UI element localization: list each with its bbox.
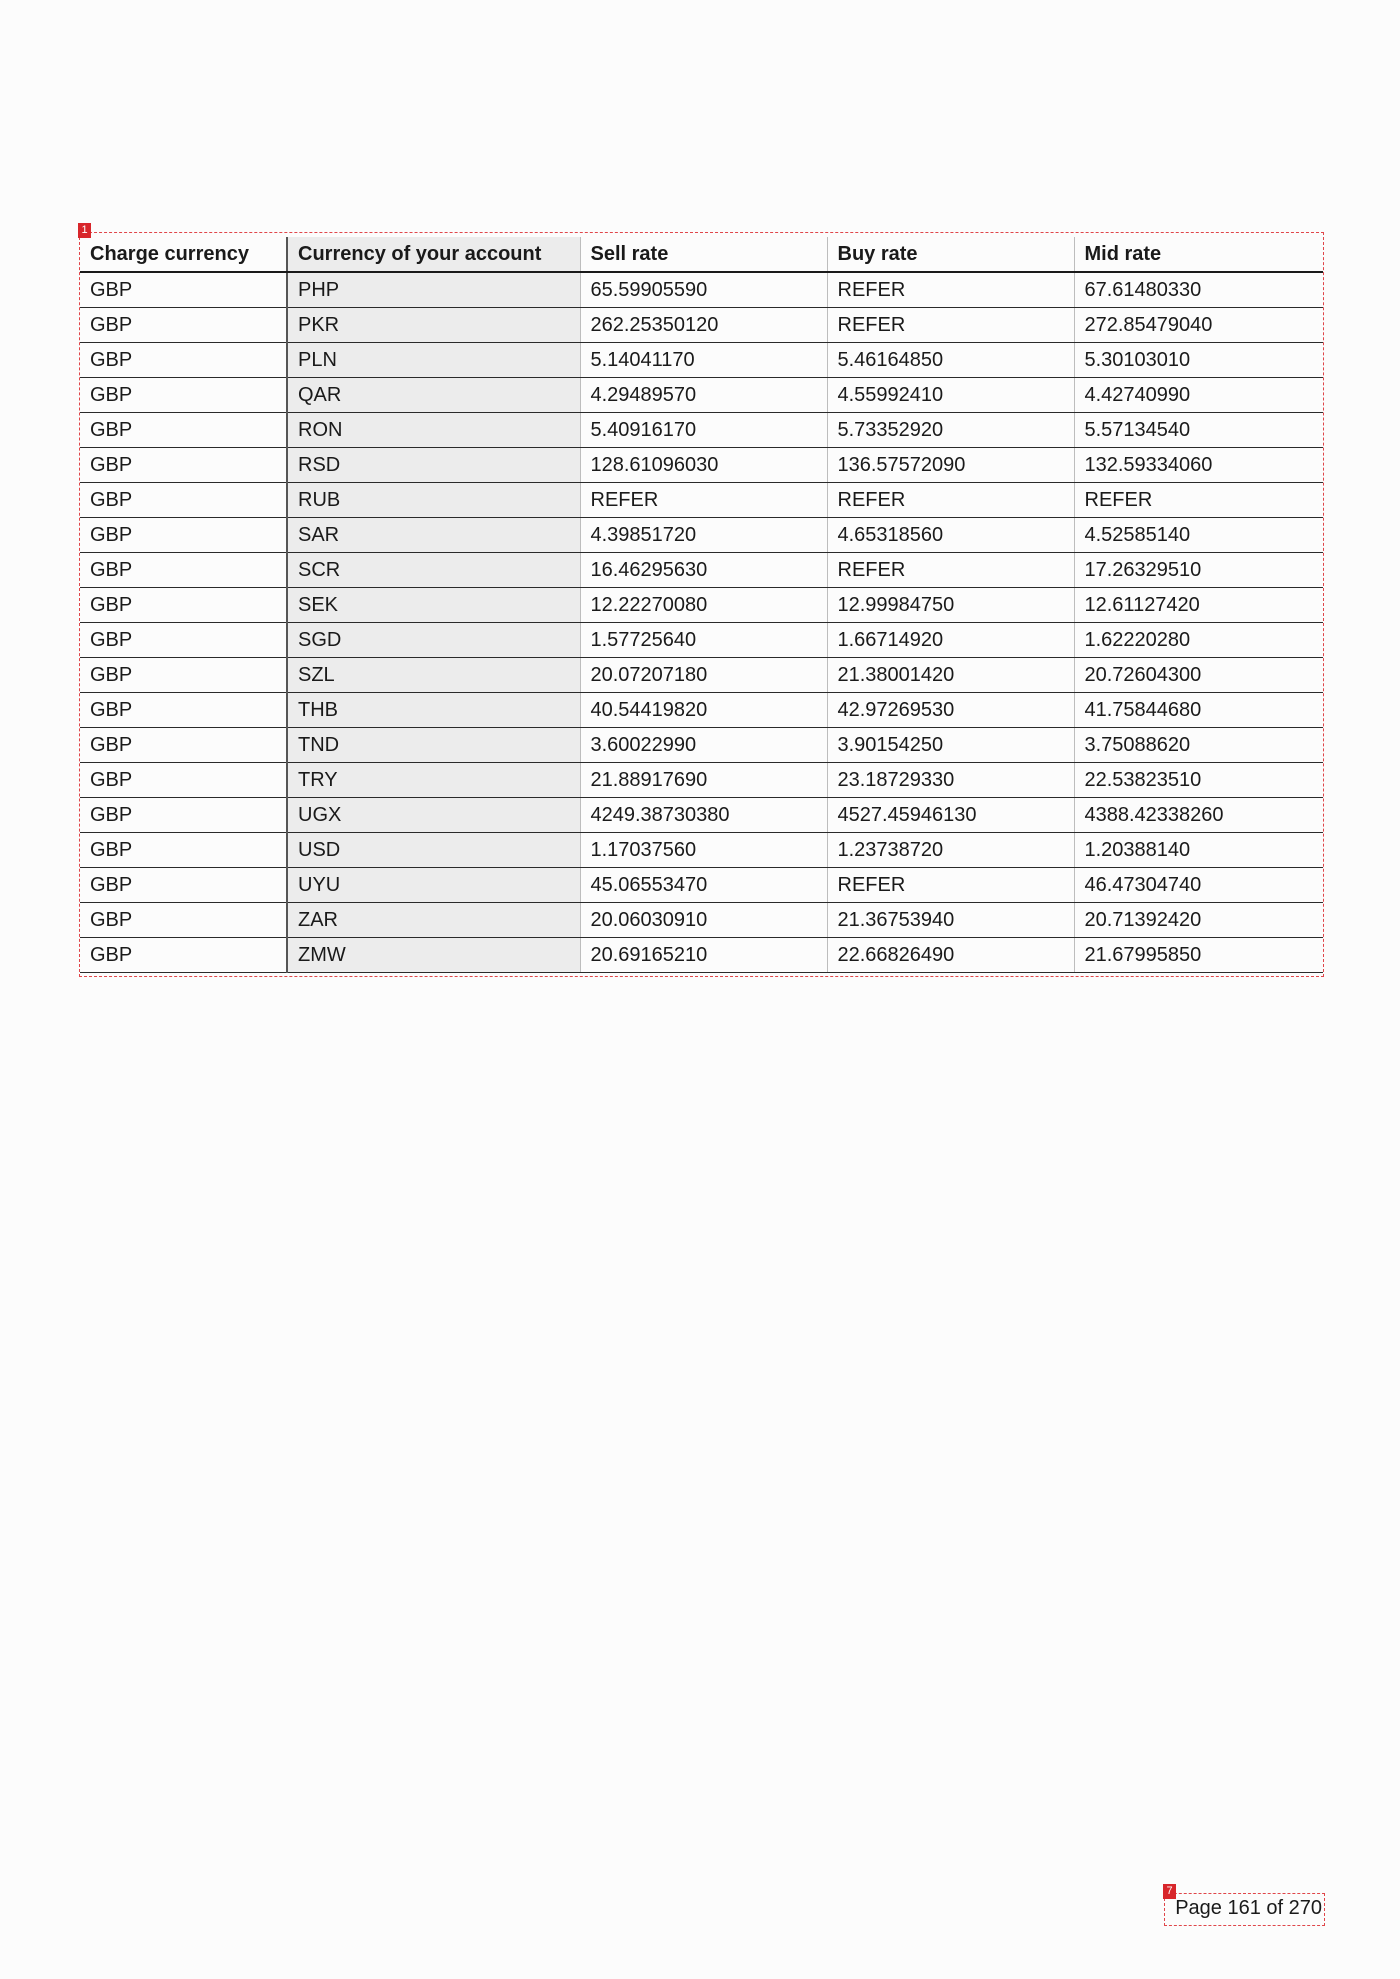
charge-currency-cell: GBP bbox=[80, 308, 287, 343]
table-row bbox=[80, 798, 1323, 833]
header-charge-currency: Charge currency bbox=[80, 237, 287, 272]
table-row bbox=[80, 518, 1323, 553]
mid-rate-cell: REFER bbox=[1074, 483, 1323, 518]
charge-currency-cell: GBP bbox=[80, 833, 287, 868]
buy-rate-cell: 136.57572090 bbox=[827, 448, 1074, 483]
mid-rate-cell: 20.71392420 bbox=[1074, 903, 1323, 938]
account-currency-cell: RSD bbox=[287, 448, 580, 483]
account-currency-cell: TRY bbox=[287, 763, 580, 798]
sell-rate-cell: 128.61096030 bbox=[580, 448, 827, 483]
charge-currency-cell: GBP bbox=[80, 868, 287, 903]
region-marker-footer: 7 bbox=[1163, 1884, 1176, 1899]
buy-rate-cell: REFER bbox=[827, 868, 1074, 903]
account-currency-cell: RUB bbox=[287, 483, 580, 518]
buy-rate-cell: 3.90154250 bbox=[827, 728, 1074, 763]
header-sell-rate: Sell rate bbox=[580, 237, 827, 272]
table-row bbox=[80, 763, 1323, 798]
mid-rate-cell: 272.85479040 bbox=[1074, 308, 1323, 343]
mid-rate-cell: 41.75844680 bbox=[1074, 693, 1323, 728]
sell-rate-cell: 4249.38730380 bbox=[580, 798, 827, 833]
buy-rate-cell: REFER bbox=[827, 308, 1074, 343]
sell-rate-cell: 20.69165210 bbox=[580, 938, 827, 973]
buy-rate-cell: 1.66714920 bbox=[827, 623, 1074, 658]
buy-rate-cell: 1.23738720 bbox=[827, 833, 1074, 868]
exchange-rate-table bbox=[80, 237, 1323, 973]
region-marker-table: 1 bbox=[78, 223, 91, 238]
charge-currency-cell: GBP bbox=[80, 272, 287, 308]
account-currency-cell: PKR bbox=[287, 308, 580, 343]
charge-currency-cell: GBP bbox=[80, 798, 287, 833]
table-row bbox=[80, 658, 1323, 693]
buy-rate-cell: 5.46164850 bbox=[827, 343, 1074, 378]
table-region bbox=[79, 224, 1324, 977]
mid-rate-cell: 4.52585140 bbox=[1074, 518, 1323, 553]
sell-rate-cell: 5.14041170 bbox=[580, 343, 827, 378]
charge-currency-cell: GBP bbox=[80, 553, 287, 588]
account-currency-cell: UYU bbox=[287, 868, 580, 903]
table-row bbox=[80, 308, 1323, 343]
account-currency-cell: QAR bbox=[287, 378, 580, 413]
sell-rate-cell: 5.40916170 bbox=[580, 413, 827, 448]
account-currency-cell: SGD bbox=[287, 623, 580, 658]
account-currency-cell: ZAR bbox=[287, 903, 580, 938]
table-row bbox=[80, 938, 1323, 973]
mid-rate-cell: 12.61127420 bbox=[1074, 588, 1323, 623]
charge-currency-cell: GBP bbox=[80, 518, 287, 553]
buy-rate-cell: 21.36753940 bbox=[827, 903, 1074, 938]
mid-rate-cell: 20.72604300 bbox=[1074, 658, 1323, 693]
sell-rate-cell: 45.06553470 bbox=[580, 868, 827, 903]
buy-rate-cell: 5.73352920 bbox=[827, 413, 1074, 448]
sell-rate-cell: 3.60022990 bbox=[580, 728, 827, 763]
mid-rate-cell: 21.67995850 bbox=[1074, 938, 1323, 973]
mid-rate-cell: 5.57134540 bbox=[1074, 413, 1323, 448]
charge-currency-cell: GBP bbox=[80, 343, 287, 378]
table-row bbox=[80, 448, 1323, 483]
mid-rate-cell: 46.47304740 bbox=[1074, 868, 1323, 903]
sell-rate-cell: 65.59905590 bbox=[580, 272, 827, 308]
charge-currency-cell: GBP bbox=[80, 413, 287, 448]
sell-rate-cell: 21.88917690 bbox=[580, 763, 827, 798]
sell-rate-cell: REFER bbox=[580, 483, 827, 518]
account-currency-cell: PHP bbox=[287, 272, 580, 308]
sell-rate-cell: 262.25350120 bbox=[580, 308, 827, 343]
mid-rate-cell: 132.59334060 bbox=[1074, 448, 1323, 483]
account-currency-cell: SAR bbox=[287, 518, 580, 553]
table-body bbox=[80, 272, 1323, 973]
buy-rate-cell: 42.97269530 bbox=[827, 693, 1074, 728]
charge-currency-cell: GBP bbox=[80, 658, 287, 693]
account-currency-cell: PLN bbox=[287, 343, 580, 378]
mid-rate-cell: 17.26329510 bbox=[1074, 553, 1323, 588]
mid-rate-cell: 5.30103010 bbox=[1074, 343, 1323, 378]
buy-rate-cell: 22.66826490 bbox=[827, 938, 1074, 973]
sell-rate-cell: 20.07207180 bbox=[580, 658, 827, 693]
buy-rate-cell: REFER bbox=[827, 483, 1074, 518]
buy-rate-cell: REFER bbox=[827, 553, 1074, 588]
table-row bbox=[80, 413, 1323, 448]
sell-rate-cell: 1.57725640 bbox=[580, 623, 827, 658]
mid-rate-cell: 4.42740990 bbox=[1074, 378, 1323, 413]
sell-rate-cell: 1.17037560 bbox=[580, 833, 827, 868]
mid-rate-cell: 1.62220280 bbox=[1074, 623, 1323, 658]
sell-rate-cell: 16.46295630 bbox=[580, 553, 827, 588]
charge-currency-cell: GBP bbox=[80, 763, 287, 798]
table-row bbox=[80, 903, 1323, 938]
mid-rate-cell: 4388.42338260 bbox=[1074, 798, 1323, 833]
account-currency-cell: SCR bbox=[287, 553, 580, 588]
buy-rate-cell: REFER bbox=[827, 272, 1074, 308]
table-row bbox=[80, 693, 1323, 728]
table-row bbox=[80, 343, 1323, 378]
table-row bbox=[80, 623, 1323, 658]
table-row bbox=[80, 728, 1323, 763]
buy-rate-cell: 4.65318560 bbox=[827, 518, 1074, 553]
charge-currency-cell: GBP bbox=[80, 728, 287, 763]
sell-rate-cell: 12.22270080 bbox=[580, 588, 827, 623]
table-row bbox=[80, 553, 1323, 588]
charge-currency-cell: GBP bbox=[80, 623, 287, 658]
account-currency-cell: UGX bbox=[287, 798, 580, 833]
buy-rate-cell: 4527.45946130 bbox=[827, 798, 1074, 833]
charge-currency-cell: GBP bbox=[80, 903, 287, 938]
buy-rate-cell: 12.99984750 bbox=[827, 588, 1074, 623]
account-currency-cell: THB bbox=[287, 693, 580, 728]
mid-rate-cell: 67.61480330 bbox=[1074, 272, 1323, 308]
sell-rate-cell: 4.39851720 bbox=[580, 518, 827, 553]
account-currency-cell: USD bbox=[287, 833, 580, 868]
header-buy-rate: Buy rate bbox=[827, 237, 1074, 272]
sell-rate-cell: 40.54419820 bbox=[580, 693, 827, 728]
table-row bbox=[80, 833, 1323, 868]
header-mid-rate: Mid rate bbox=[1074, 237, 1323, 272]
account-currency-cell: RON bbox=[287, 413, 580, 448]
charge-currency-cell: GBP bbox=[80, 693, 287, 728]
page-number: Page 161 of 270 bbox=[1175, 1897, 1322, 1919]
header-account-currency: Currency of your account bbox=[287, 237, 580, 272]
mid-rate-cell: 3.75088620 bbox=[1074, 728, 1323, 763]
table-row bbox=[80, 378, 1323, 413]
mid-rate-cell: 1.20388140 bbox=[1074, 833, 1323, 868]
charge-currency-cell: GBP bbox=[80, 448, 287, 483]
charge-currency-cell: GBP bbox=[80, 938, 287, 973]
account-currency-cell: ZMW bbox=[287, 938, 580, 973]
charge-currency-cell: GBP bbox=[80, 378, 287, 413]
footer-region bbox=[1164, 1885, 1325, 1926]
sell-rate-cell: 4.29489570 bbox=[580, 378, 827, 413]
account-currency-cell: TND bbox=[287, 728, 580, 763]
table-row bbox=[80, 868, 1323, 903]
mid-rate-cell: 22.53823510 bbox=[1074, 763, 1323, 798]
account-currency-cell: SZL bbox=[287, 658, 580, 693]
charge-currency-cell: GBP bbox=[80, 588, 287, 623]
charge-currency-cell: GBP bbox=[80, 483, 287, 518]
table-row bbox=[80, 483, 1323, 518]
account-currency-cell: SEK bbox=[287, 588, 580, 623]
table-row bbox=[80, 272, 1323, 308]
table-row bbox=[80, 588, 1323, 623]
table-header-row bbox=[80, 237, 1323, 272]
buy-rate-cell: 23.18729330 bbox=[827, 763, 1074, 798]
buy-rate-cell: 4.55992410 bbox=[827, 378, 1074, 413]
sell-rate-cell: 20.06030910 bbox=[580, 903, 827, 938]
buy-rate-cell: 21.38001420 bbox=[827, 658, 1074, 693]
